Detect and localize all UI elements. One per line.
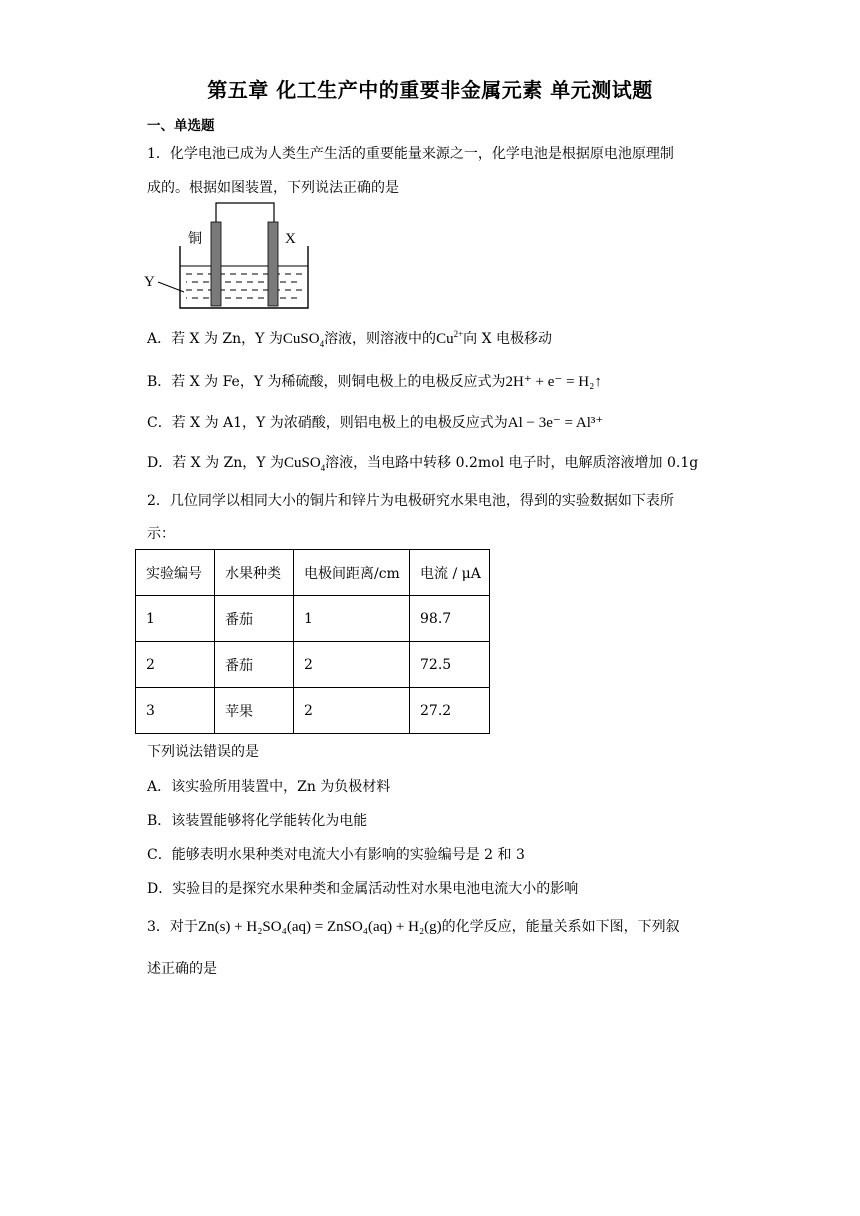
q1-option-d: D．若 X 为 Zn，Y 为CuSO$_4$溶液，当电路中转移 0.2mol 电子时，电解质溶液增加 0.1g [147,455,699,473]
q3-stem-line2: 述正确的是 [147,961,217,977]
label-y: Y [144,274,155,290]
table-header-cell: 水果种类 [215,550,294,596]
q2-prompt: 下列说法错误的是 [147,744,259,760]
q2-option-d: D．实验目的是探究水果种类和金属活动性对水果电池电流大小的影响 [147,881,579,897]
q2-option-b: B．该装置能够将化学能转化为电能 [147,813,368,829]
table-cell: 3 [136,688,215,734]
connecting-wire [216,203,274,222]
table-row [136,688,490,734]
table-header-cell: 电极间距离/cm [294,550,410,596]
label-copper: 铜 [188,231,202,247]
galvanic-cell-diagram [140,196,320,311]
q1-option-c: C．若 X 为 A1，Y 为浓硝酸，则铝电极上的电极反应式为Al − 3e⁻ = Al³⁺ [147,415,604,431]
q2-stem-line2: 示： [147,526,175,542]
table-row [136,642,490,688]
table-cell: 98.7 [410,596,490,642]
q1-b-equation: 2H⁺ + e⁻ = H₂↑ [505,374,602,390]
table-row [136,596,490,642]
table-cell: 2 [294,642,410,688]
q1-stem-line2: 成的。根据如图装置，下列说法正确的是 [147,180,399,196]
table-header-row [136,550,490,596]
x-electrode [268,222,278,306]
table-cell: 27.2 [410,688,490,734]
experiment-data-table [135,549,490,734]
table-cell: 2 [136,642,215,688]
q2-option-c: C．能够表明水果种类对电流大小有影响的实验编号是 2 和 3 [147,847,525,863]
table-cell: 番茄 [215,642,294,688]
label-x: X [285,231,296,247]
q1-stem-line1: 1．化学电池已成为人类生产生活的重要能量来源之一，化学电池是根据原电池原理制 [147,146,674,162]
table-cell: 2 [294,688,410,734]
table-cell: 1 [136,596,215,642]
table-cell: 番茄 [215,596,294,642]
q2-stem-line1: 2．几位同学以相同大小的铜片和锌片为电极研究水果电池，得到的实验数据如下表所 [147,493,674,509]
table-cell: 1 [294,596,410,642]
q2-option-a: A．该实验所用装置中，Zn 为负极材料 [147,779,391,795]
q1-c-equation: Al − 3e⁻ = Al³⁺ [507,415,604,431]
beaker [180,246,308,308]
q1-option-b: B．若 X 为 Fe，Y 为稀硫酸，则铜电极上的电极反应式为2H⁺ + e⁻ = H₂↑ [147,374,602,390]
table-header-cell: 电流 / μA [410,550,490,596]
q1-option-a: A．若 X 为 Zn，Y 为CuSO$_4$溶液，则溶液中的$Cu^{2+}$向 X 电极移动 [147,329,553,349]
page-title: 第五章 化工生产中的重要非金属元素 单元测试题 [207,78,653,102]
q3-equation: Zn(s) + H₂SO₄(aq) = ZnSO₄(aq) + H₂(g) [197,919,442,935]
copper-electrode [211,222,221,306]
table-header-cell: 实验编号 [136,550,215,596]
table-cell: 72.5 [410,642,490,688]
table-cell: 苹果 [215,688,294,734]
q3-stem-line1: 3．对于Zn(s) + H₂SO₄(aq) = ZnSO₄(aq) + H₂(g)的化学反应，能量关系如下图，下列叙 [147,919,680,935]
electrolyte-dashes [186,274,302,298]
section-heading: 一、单选题 [147,118,215,134]
